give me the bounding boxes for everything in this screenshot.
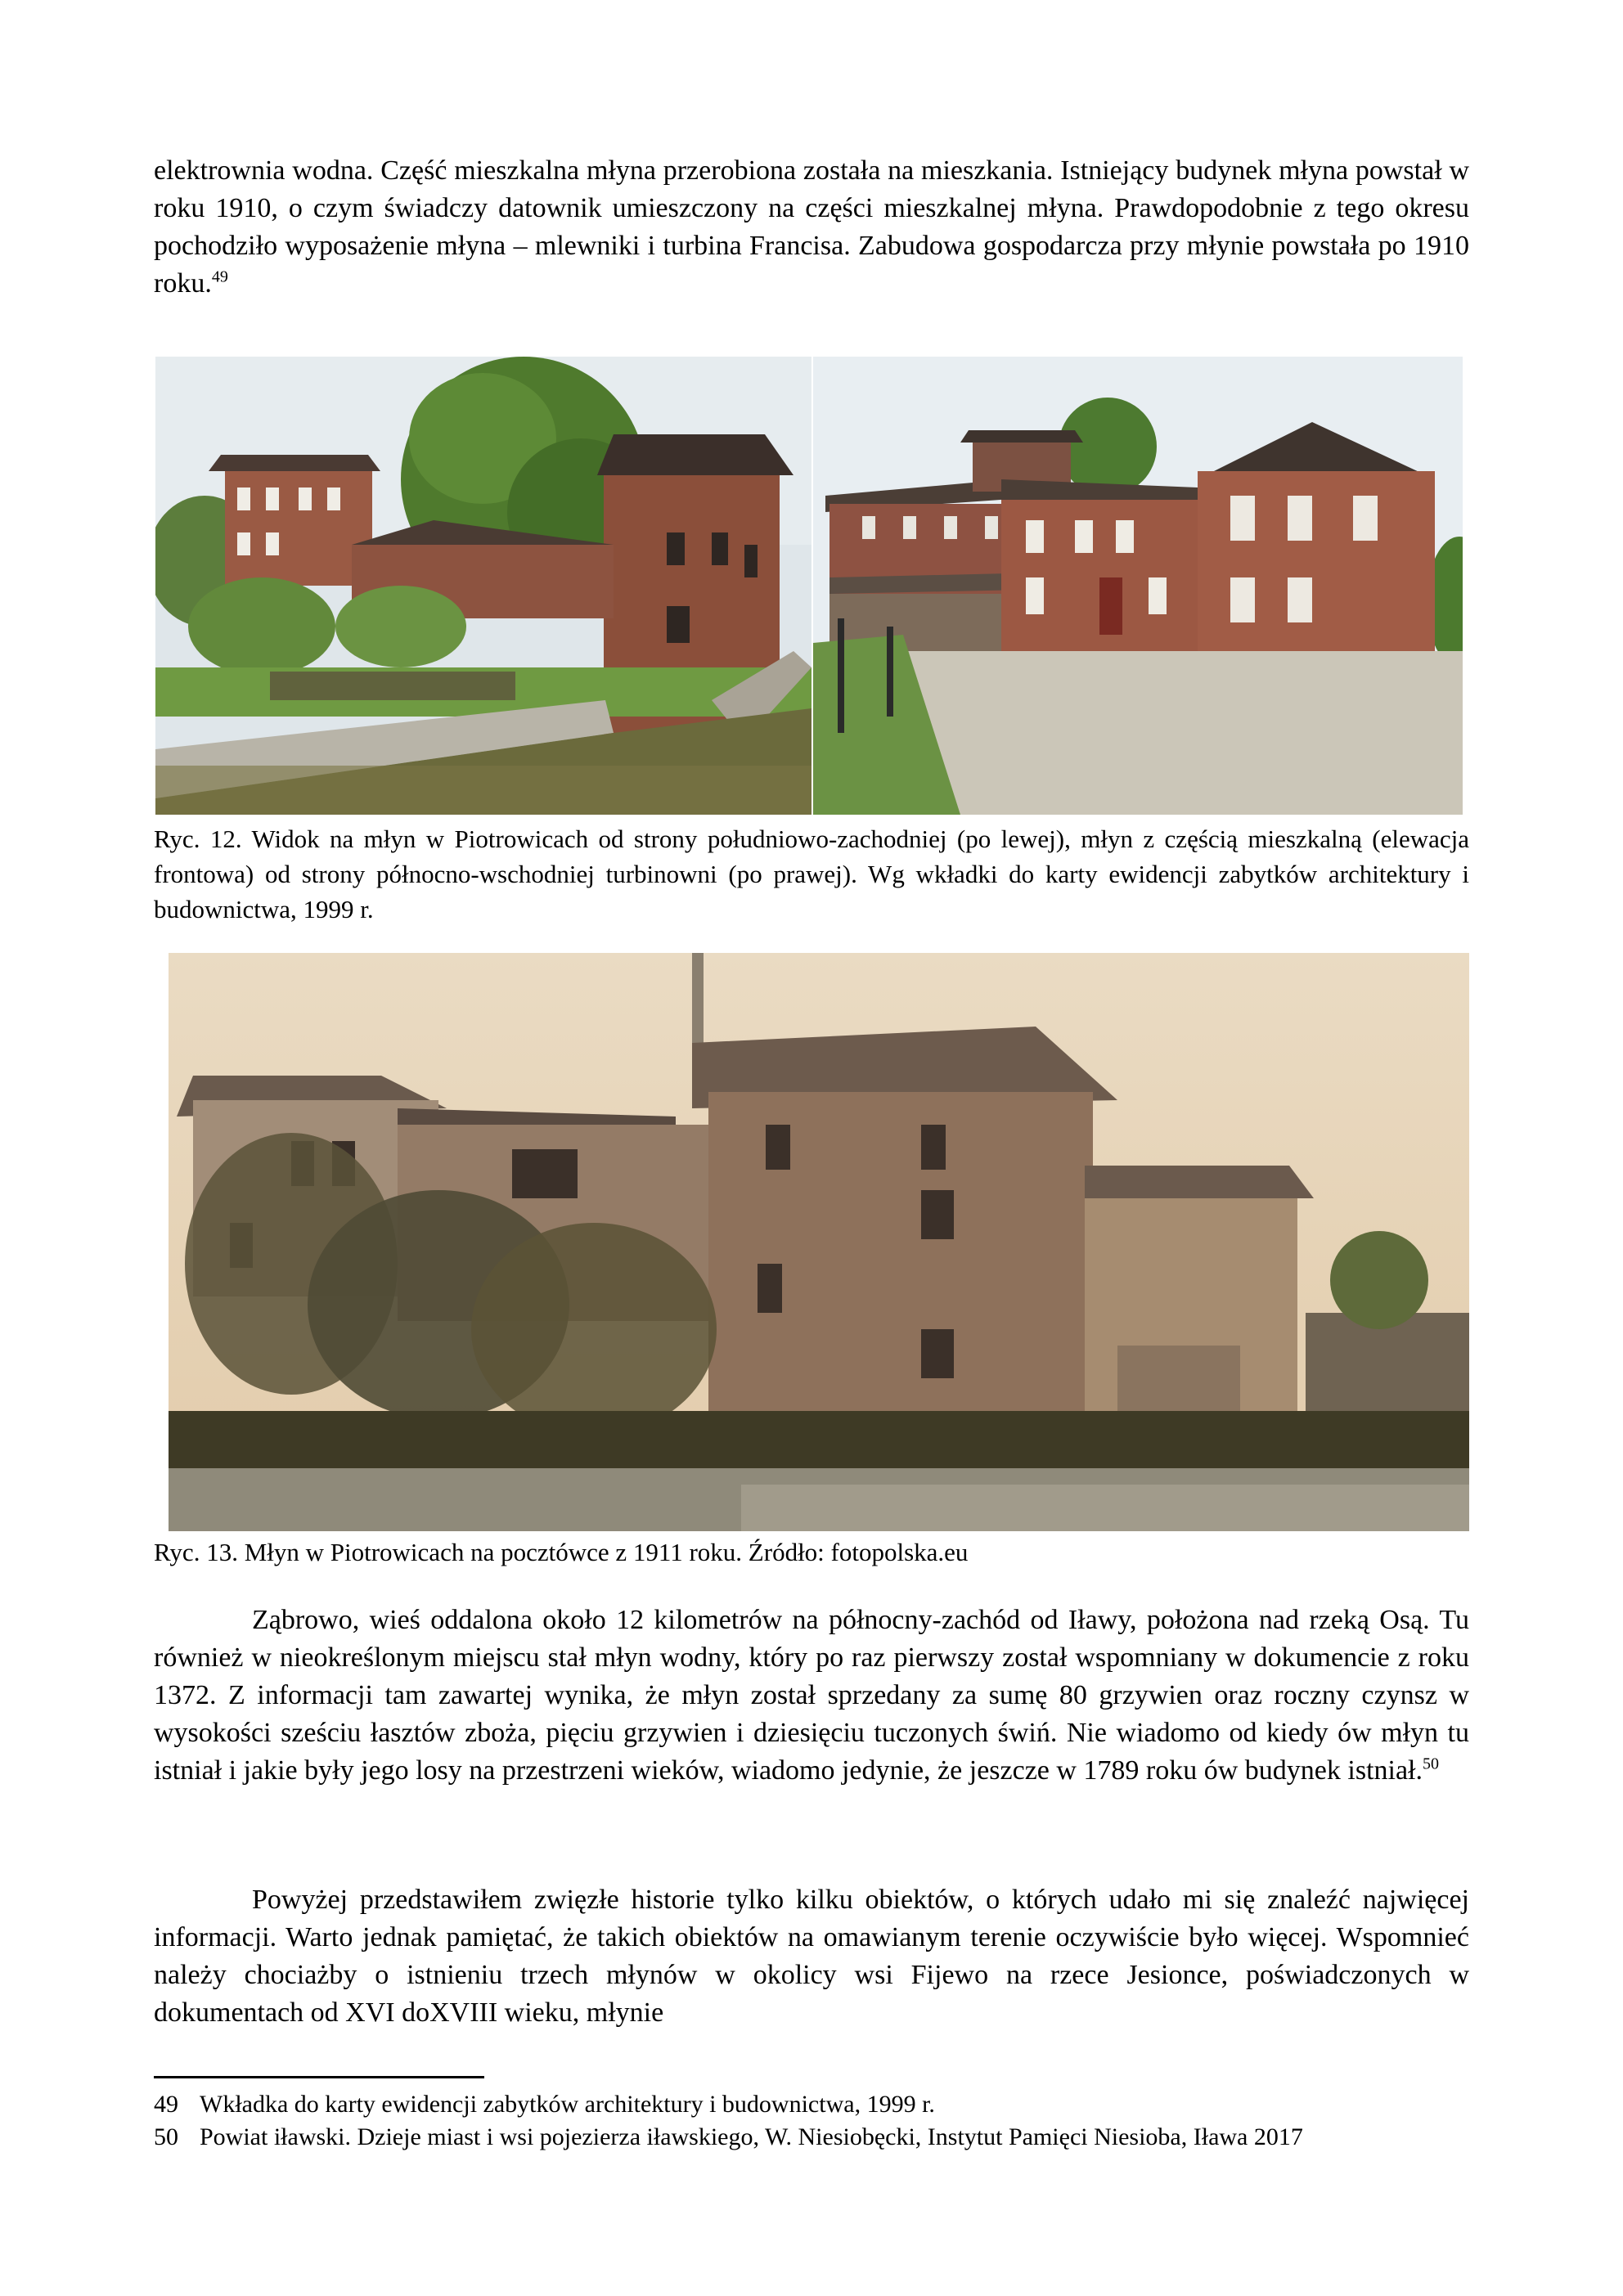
footnote-49 [154,2088,1469,2121]
figure-13-photo [169,953,1469,1531]
footnote-text: Wkładka do karty ewidencji zabytków architektury i budownictwa, 1999 r. [200,2091,935,2118]
figure-12-left-photo [155,357,812,815]
figure-12-caption: Ryc. 12. Widok na młyn w Piotrowicach od strony południowo-zachodniej (po lewej), młyn z częścią mieszkalną (elewacja frontowa) od strony północno-wschodniej turbinowni (po prawej). Wg wkładki do karty ewidencji zabytków architektury i budownictwa, 1999 r. [154,824,1469,923]
intro-paragraph [154,152,1469,303]
footnote-text: Powiat iławski. Dzieje miast i wsi pojezierza iławskiego, W. Niesiobęcki, Instytut Pamięci Niesioba, Iława 2017 [200,2123,1303,2150]
summary-text: Powyżej przedstawiłem zwięzłe historie tylko kilku obiektów, o których udało mi się znaleźć najwięcej informacji. Warto jednak pamiętać, że takich obiektów na omawianym terenie oczywiście było więcej. Wspomnieć należy chociażby o istnieniu trzech młynów w okolicy wsi Fijewo na rzece Jesionce, poświadczonych w dokumentach od XVI doXVIII wieku, młynie [154,1885,1469,2028]
footnote-50 [154,2121,1469,2154]
footnote-number: 49 [154,2091,178,2118]
figure-13-caption: Ryc. 13. Młyn w Piotrowicach na pocztówce z 1911 roku. Źródło: fotopolska.eu [154,1538,969,1566]
footnotes [154,2088,1469,2154]
footnote-ref-50: 50 [1423,1755,1440,1773]
footnote-separator [154,2076,484,2078]
summary-paragraph [154,1881,1469,2032]
footnote-number: 50 [154,2123,178,2150]
intro-text: elektrownia wodna. Część mieszkalna młyna przerobiona została na mieszkania. Istniejący budynek młyna powstał w roku 1910, o czym świadczy datownik umieszczony na części mieszkalnej młyna. Prawdopodobnie z tego okresu pochodziło wyposażenie młyna – mlewniki i turbina Francisa. Zabudowa gospodarcza przy młynie powstała po 1910 roku. [154,155,1469,299]
footnote-ref-49: 49 [211,267,228,286]
zabrowo-text: Ząbrowo, wieś oddalona około 12 kilometrów na północny-zachód od Iławy, położona nad rzeką Osą. Tu również w nieokreślonym miejscu stał młyn wodny, który po raz pierwszy został wspomniany w dokumencie z roku 1372. Z informacji tam zawartej wynika, że młyn został sprzedany za sumę 80 grzywien oraz roczny czynsz w wysokości sześciu łasztów zboża, pięciu grzywien i dziesięciu tuczonych świń. Nie wiadomo od kiedy ów młyn tu istniał i jakie były jego losy na przestrzeni wieków, wiadomo jedynie, że jeszcze w 1789 roku ów budynek istniał. [154,1605,1469,1786]
figure-12-right-photo [813,357,1463,815]
zabrowo-paragraph [154,1602,1469,1790]
